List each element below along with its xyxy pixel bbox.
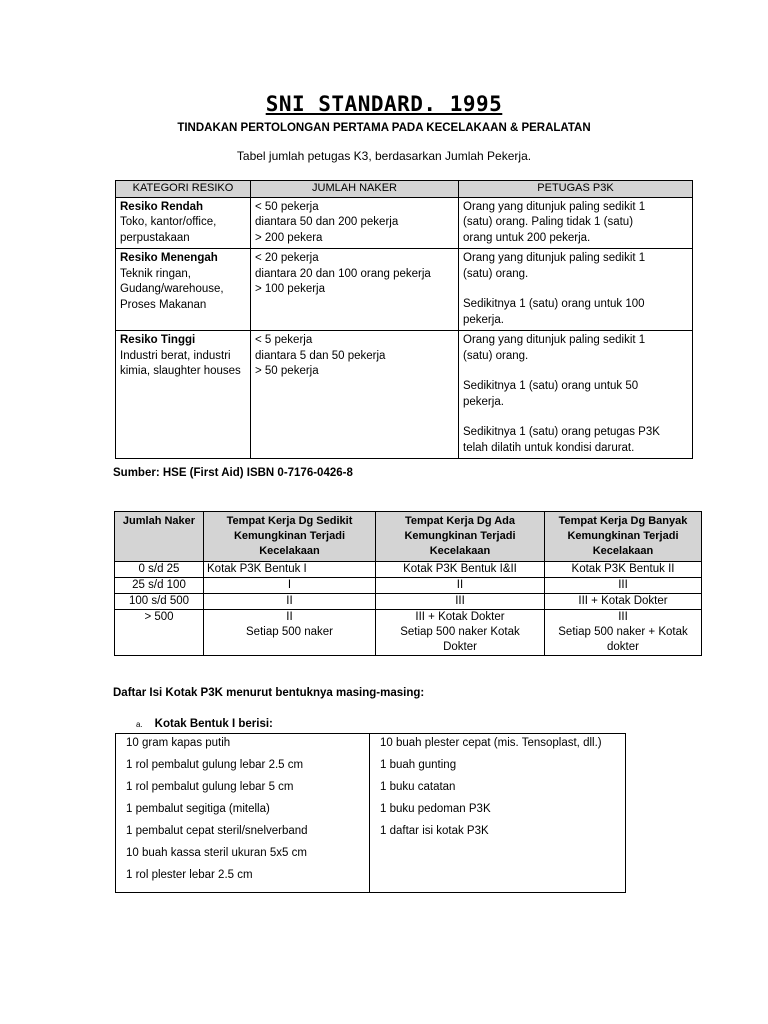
list-item: 1 rol plester lebar 2.5 cm	[126, 869, 253, 881]
worker-range-cell: 0 s/d 25	[115, 562, 204, 578]
source-note: Sumber: HSE (First Aid) ISBN 0-7176-0426-8	[113, 467, 353, 479]
cell-line: Dokter	[443, 641, 477, 653]
worker-range: > 50 pekerja	[255, 365, 319, 377]
column-header: Tempat Kerja Dg Banyak Kemungkinan Terjadi Kecelakaan	[545, 512, 702, 562]
document-title: SNI STANDARD. 1995	[265, 92, 503, 116]
risk-example: kimia, slaughter houses	[120, 365, 241, 377]
worker-range: < 20 pekerja	[255, 252, 319, 264]
officer-text: pekerja.	[463, 395, 504, 408]
list-item: 1 pembalut segitiga (mitella)	[126, 803, 270, 815]
officer-text: Sedikitnya 1 (satu) orang untuk 100	[463, 298, 645, 310]
box-type-cell: II	[376, 578, 545, 594]
box-contents-table	[115, 733, 626, 893]
worker-count-cell	[251, 249, 459, 331]
risk-category-cell	[116, 197, 251, 249]
box-type-cell: III + Kotak Dokter	[545, 594, 702, 610]
risk-category-cell	[116, 331, 251, 459]
table-row	[115, 562, 702, 578]
worker-count-cell	[251, 197, 459, 249]
column-header: JUMLAH NAKER	[251, 181, 459, 198]
worker-range-cell: > 500	[115, 610, 204, 656]
list-item: 1 pembalut cepat steril/snelverband	[126, 825, 308, 837]
column-header: Tempat Kerja Dg Ada Kemungkinan Terjadi Kecelakaan	[376, 512, 545, 562]
cell-line: Setiap 500 naker Kotak	[400, 626, 520, 638]
list-item: 1 buku pedoman P3K	[380, 803, 491, 815]
officer-text: telah dilatih untuk kondisi darurat.	[463, 441, 635, 454]
box-type-cell: I	[204, 578, 376, 594]
table1-intro: Tabel jumlah petugas K3, berdasarkan Jumlah Pekerja.	[236, 149, 532, 163]
contents-left-column	[116, 734, 370, 893]
officer-text: pekerja.	[463, 313, 504, 326]
list-item: 10 gram kapas putih	[126, 737, 231, 749]
risk-category-name: Resiko Tinggi	[120, 334, 196, 346]
paragraph-gap	[463, 364, 688, 379]
cell-line: II	[286, 611, 293, 623]
table-row	[116, 331, 693, 459]
first-aid-box-table	[114, 511, 702, 656]
cell-line: Setiap 500 naker	[246, 626, 333, 638]
box-type-cell: Kotak P3K Bentuk I	[204, 562, 376, 578]
table-row	[115, 610, 702, 656]
worker-range: diantara 5 dan 50 pekerja	[255, 349, 386, 362]
list-item: 1 buah gunting	[380, 759, 457, 771]
worker-range: > 100 pekerja	[255, 283, 326, 295]
box-type-cell: II	[204, 594, 376, 610]
table-row	[116, 734, 626, 893]
risk-category-name: Resiko Menengah	[120, 252, 218, 264]
paragraph-gap	[463, 282, 688, 297]
list-item: 10 buah kassa steril ukuran 5x5 cm	[126, 847, 307, 859]
risk-example: Proses Makanan	[120, 298, 207, 311]
risk-example: Teknik ringan,	[120, 267, 191, 280]
officer-text: Orang yang ditunjuk paling sedikit 1	[463, 334, 646, 346]
document-subtitle: TINDAKAN PERTOLONGAN PERTAMA PADA KECELAKAAN & PERALATAN	[177, 122, 591, 134]
risk-category-name: Resiko Rendah	[120, 200, 204, 213]
column-header: PETUGAS P3K	[459, 181, 693, 198]
risk-example: Industri berat, industri	[120, 349, 231, 362]
officer-text: Sedikitnya 1 (satu) orang untuk 50	[463, 380, 639, 392]
box-type-cell: III	[376, 594, 545, 610]
cell-line: dokter	[607, 641, 639, 653]
worker-range: < 50 pekerja	[255, 200, 319, 213]
list-item: 1 rol pembalut gulung lebar 5 cm	[126, 781, 294, 793]
column-header: Jumlah Naker	[115, 512, 204, 562]
box-type-cell: Kotak P3K Bentuk I&II	[376, 562, 545, 578]
box-type-cell	[545, 610, 702, 656]
cell-line: III + Kotak Dokter	[415, 611, 505, 623]
section-a-heading	[136, 718, 273, 730]
officer-cell	[459, 249, 693, 331]
officer-text: (satu) orang. Paling tidak 1 (satu)	[463, 216, 634, 228]
contents-heading: Daftar Isi Kotak P3K menurut bentuknya masing-masing:	[113, 687, 425, 699]
paragraph-gap	[463, 410, 688, 425]
box-type-cell: III	[545, 578, 702, 594]
table-row	[116, 197, 693, 249]
list-item: 1 daftar isi kotak P3K	[380, 825, 489, 837]
officer-text: (satu) orang.	[463, 267, 529, 280]
table-header-row	[115, 512, 702, 562]
worker-range-cell: 25 s/d 100	[115, 578, 204, 594]
officer-text: orang untuk 200 pekerja.	[463, 231, 591, 244]
column-header: Tempat Kerja Dg Sedikit Kemungkinan Terjadi Kecelakaan	[204, 512, 376, 562]
box-type-cell	[376, 610, 545, 656]
box-type-cell: Kotak P3K Bentuk II	[545, 562, 702, 578]
officer-text: (satu) orang.	[463, 349, 529, 362]
box-type-cell	[204, 610, 376, 656]
worker-range: diantara 20 dan 100 orang pekerja	[255, 267, 431, 280]
officer-text: Orang yang ditunjuk paling sedikit 1	[463, 200, 646, 213]
table-row	[115, 594, 702, 610]
risk-example: Toko, kantor/office,	[120, 216, 217, 228]
cell-line: III	[618, 611, 628, 623]
column-header: KATEGORI RESIKO	[116, 181, 251, 198]
risk-example: perpustakaan	[120, 231, 190, 244]
list-item: 10 buah plester cepat (mis. Tensoplast, dll.)	[380, 737, 602, 749]
table-row	[116, 249, 693, 331]
officer-cell	[459, 331, 693, 459]
worker-count-cell	[251, 331, 459, 459]
officer-text: Sedikitnya 1 (satu) orang petugas P3K	[463, 426, 660, 438]
contents-right-column	[370, 734, 626, 893]
list-item: 1 buku catatan	[380, 781, 456, 793]
list-marker: a.	[136, 720, 143, 729]
table-header-row	[116, 181, 693, 198]
worker-range: > 200 pekera	[255, 231, 323, 244]
worker-range: diantara 50 dan 200 pekerja	[255, 216, 399, 228]
cell-line: Setiap 500 naker + Kotak	[558, 626, 688, 638]
section-a-label: Kotak Bentuk I berisi:	[154, 718, 273, 730]
risk-example: Gudang/warehouse,	[120, 283, 224, 295]
officer-cell	[459, 197, 693, 249]
risk-category-table	[115, 180, 693, 459]
table-row	[115, 578, 702, 594]
risk-category-cell	[116, 249, 251, 331]
worker-range-cell: 100 s/d 500	[115, 594, 204, 610]
officer-text: Orang yang ditunjuk paling sedikit 1	[463, 252, 646, 264]
worker-range: < 5 pekerja	[255, 334, 313, 346]
list-item: 1 rol pembalut gulung lebar 2.5 cm	[126, 759, 304, 771]
